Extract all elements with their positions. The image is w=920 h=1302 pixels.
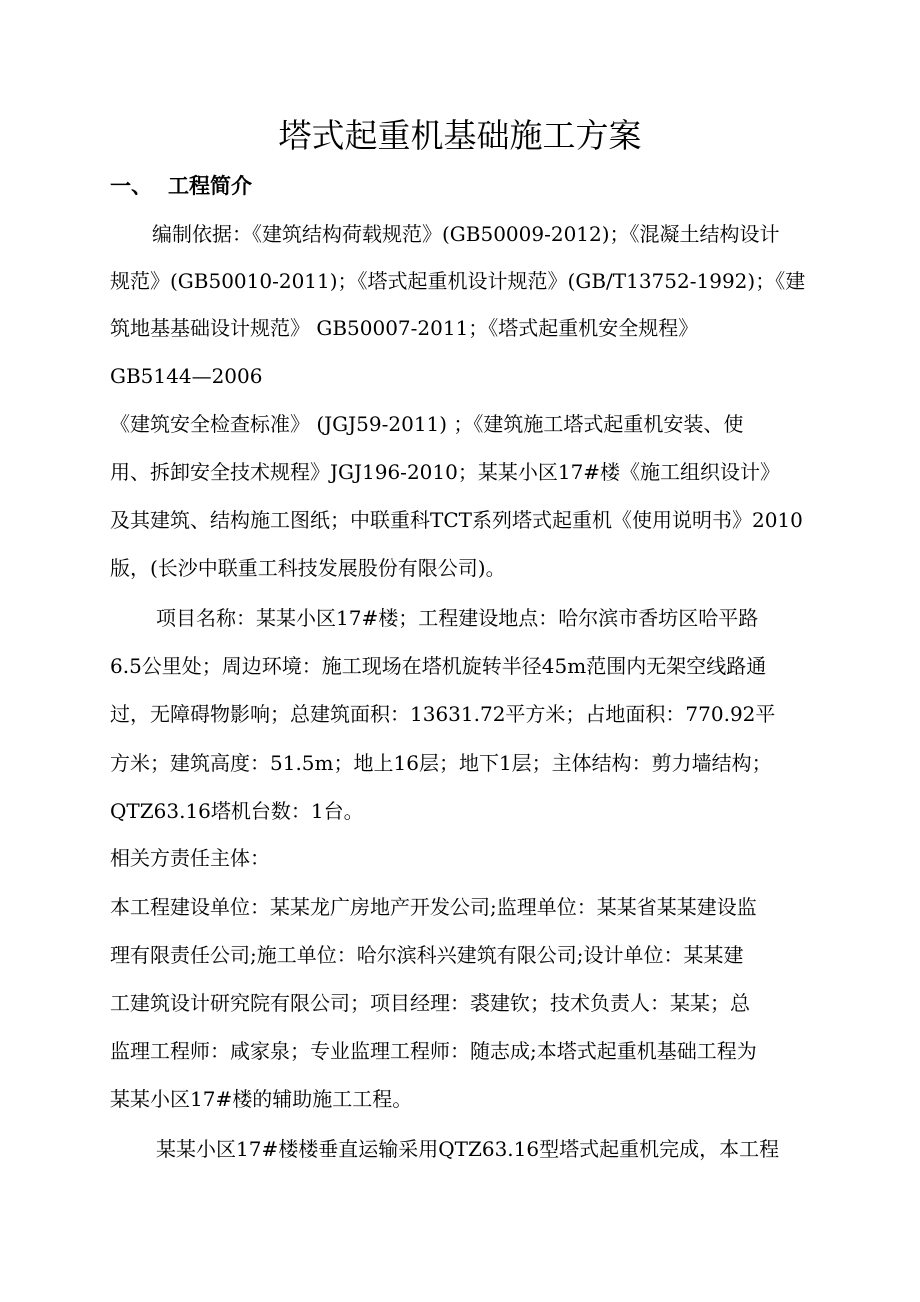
body-line: 某某小区17#楼的辅助施工工程。 bbox=[110, 1087, 413, 1111]
body-line: 相关方责任主体： bbox=[110, 846, 270, 870]
body-line: QTZ63.16塔机台数：1台。 bbox=[110, 799, 364, 823]
body-line: 及其建筑、结构施工图纸；中联重科TCT系列塔式起重机《使用说明书》2010 bbox=[110, 508, 803, 532]
document-title: 塔式起重机基础施工方案 bbox=[278, 116, 642, 155]
body-line: 版，(长沙中联重工科技发展股份有限公司)。 bbox=[110, 556, 506, 580]
body-line: 某某小区17#楼楼垂直运输采用QTZ63.16型塔式起重机完成，本工程 bbox=[156, 1137, 780, 1161]
body-line: 监理工程师：咸家泉；专业监理工程师：随志成;本塔式起重机基础工程为 bbox=[110, 1039, 757, 1063]
body-line: 理有限责任公司;施工单位：哈尔滨科兴建筑有限公司;设计单位：某某建 bbox=[110, 943, 744, 967]
body-line: 工建筑设计研究院有限公司；项目经理：裘建钦；技术负责人：某某；总 bbox=[110, 991, 750, 1015]
body-line: 用、拆卸安全技术规程》JGJ196-2010；某某小区17#楼《施工组织设计》 bbox=[110, 460, 781, 484]
body-line: 本工程建设单位：某某龙广房地产开发公司;监理单位：某某省某某建设监 bbox=[110, 895, 757, 919]
body-line: 项目名称：某某小区17#楼；工程建设地点：哈尔滨市香坊区哈平路 bbox=[156, 606, 759, 630]
body-line: 规范》(GB50010-2011)；《塔式起重机设计规范》(GB/T13752-1992)；《建 bbox=[110, 269, 806, 293]
body-line: 编制依据：《建筑结构荷载规范》(GB50009-2012)；《混凝土结构设计 bbox=[152, 222, 780, 246]
section-heading bbox=[110, 170, 252, 202]
body-line: 过，无障碍物影响；总建筑面积：13631.72平方米；占地面积：770.92平 bbox=[110, 702, 776, 726]
body-line: 筑地基基础设计规范》 GB50007-2011；《塔式起重机安全规程》 bbox=[110, 316, 699, 340]
body-line: GB5144—2006 bbox=[110, 364, 263, 388]
section-heading-text: 工程简介 bbox=[168, 174, 252, 198]
body-line: 6.5公里处；周边环境：施工现场在塔机旋转半径45m范围内无架空线路通 bbox=[110, 654, 767, 678]
body-line: 《建筑安全检查标准》 (JGJ59-2011) ；《建筑施工塔式起重机安装、使 bbox=[110, 412, 744, 436]
section-number: 一、 bbox=[110, 174, 152, 198]
body-line: 方米；建筑高度：51.5m；地上16层；地下1层；主体结构：剪力墙结构； bbox=[110, 751, 772, 775]
